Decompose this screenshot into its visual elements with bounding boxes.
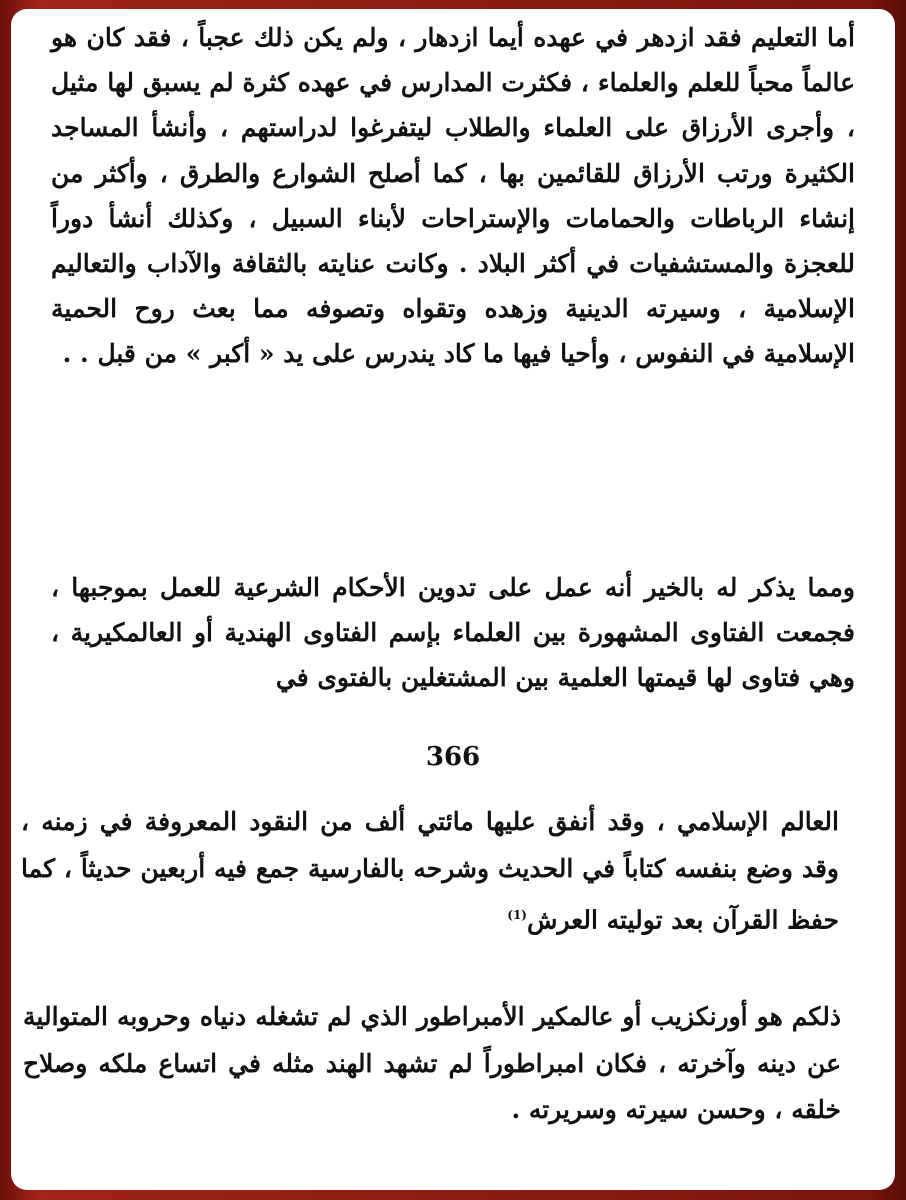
paragraph-education: أما التعليم فقد ازدهر في عهده أيما ازدهار ، ولم يكن ذلك عجباً ، فقد كان هو عالماً محباً للعلم والعلماء ، فكثرت المدارس في عهده كثرة لم يسبق لها مثيل ، وأجرى الأرزاق على العلماء والطلاب ليتفرغوا لدراستهم ، وأنشأ المساجد الكثيرة ورتب الأرزاق للقائمين بها ، كما أصلح الشوارع والطرق ، وأكثر من إنشاء الرباطات والحمامات والإستراحات لأبناء السبيل ، وكذلك أنشأ دوراً للعجزة والمستشفيات في أكثر البلاد . وكانت عنايته بالثقافة والآداب والتعاليم الإسلامية ، وسيرته الدينية وزهده وتقواه وتصوفه مما بعث روح الحمية الإسلامية في النفوس ، وأحيا فيها ما كاد يندرس على يد « أكبر » من قبل . .	[51, 23, 855, 369]
page-number: 366	[425, 742, 481, 772]
paragraph-hadith	[21, 799, 839, 944]
paragraph-aurangzeb: ذلكم هو أورنكزيب أو عالمكير الأمبراطور الذي لم تشغله دنياه وحروبه المتوالية عن دينه وآخرته ، فكان امبراطوراً لم تشهد الهند مثله في اتساع ملكه وصلاح خلقه ، وحسن سيرته وسريرته .	[23, 1002, 841, 1124]
book-page	[11, 9, 895, 1190]
paragraph-fatawa: ومما يذكر له بالخير أنه عمل على تدوين الأحكام الشرعية للعمل بموجبها ، فجمعت الفتاوى المشهورة بين العلماء بإسم الفتاوى الهندية أو العالمكيرية ، وهي فتاوى لها قيمتها العلمية بين المشتغلين بالفتوى في	[51, 573, 855, 693]
footnote-marker: (1)	[507, 908, 527, 922]
paragraph-hadith-text: العالم الإسلامي ، وقد أنفق عليها مائتي ألف من النقود المعروفة في زمنه ، وقد وضع بنفسه كتاباً في الحديث وشرحه بالفارسية جمع فيه أربعين حديثاً ، كما حفظ القرآن بعد توليته العرش	[21, 807, 839, 935]
